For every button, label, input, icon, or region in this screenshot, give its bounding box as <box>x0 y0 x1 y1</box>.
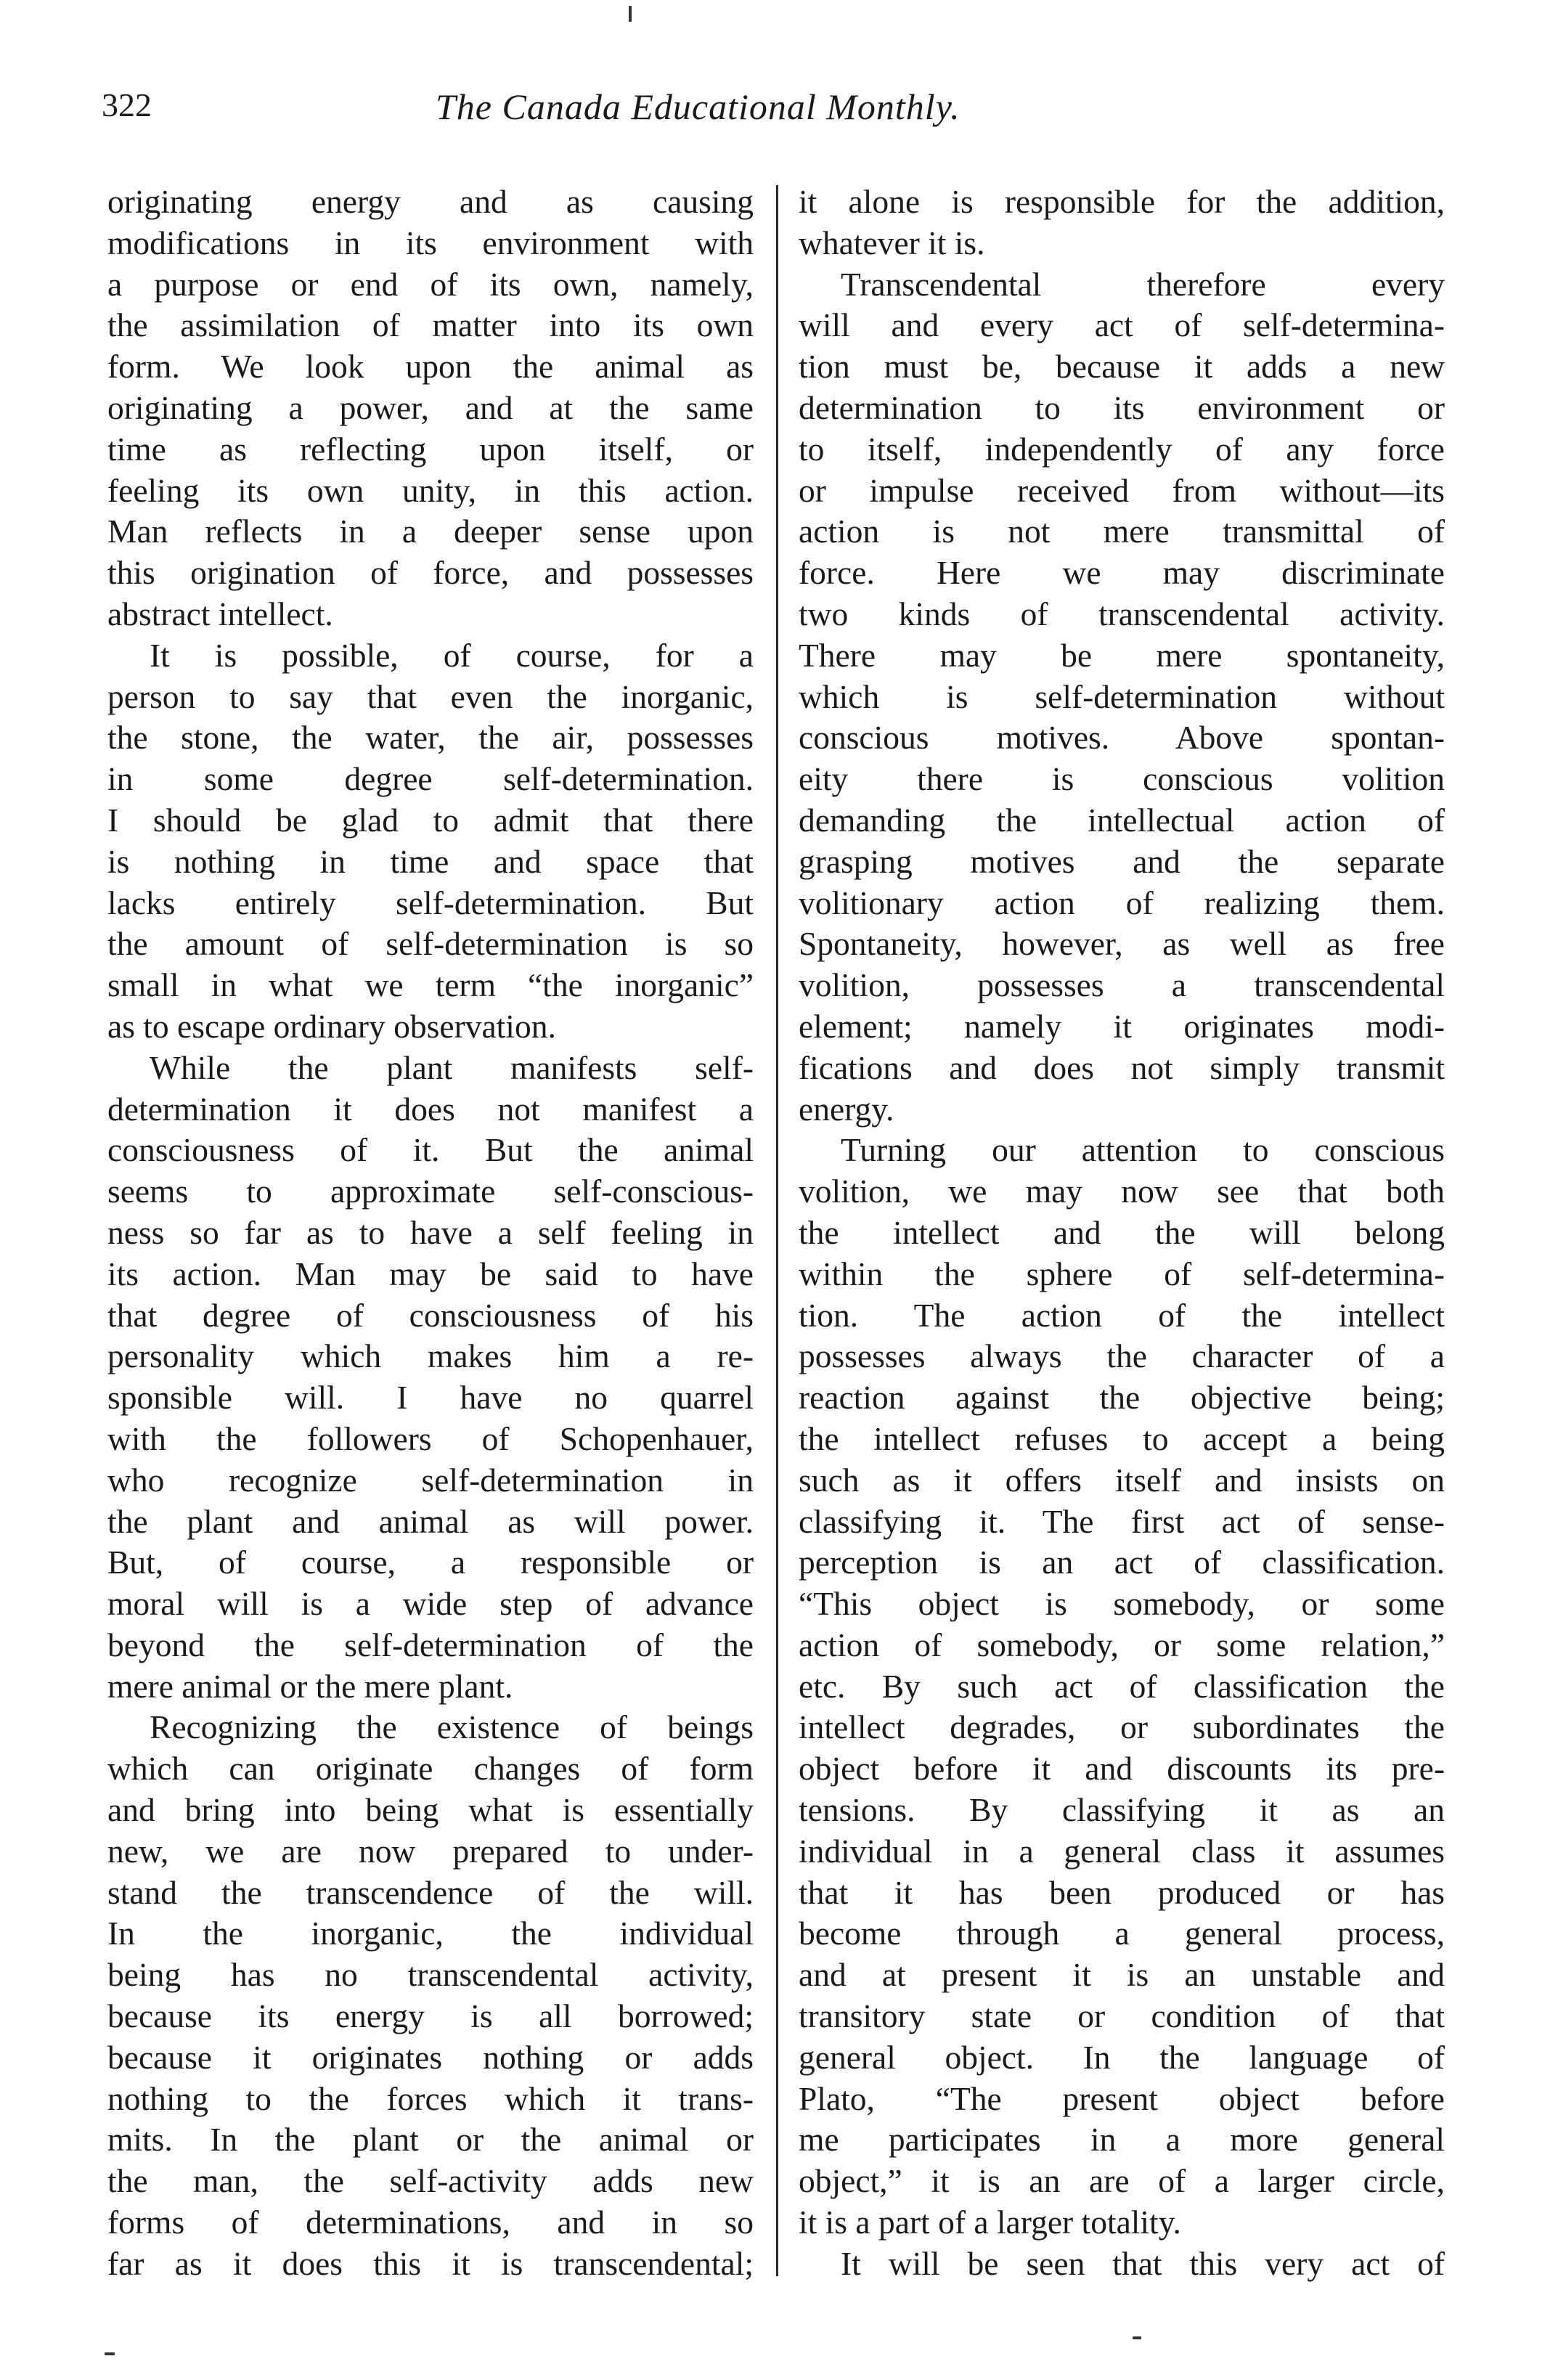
scan-speck <box>629 6 632 22</box>
text-line: general object. In the language of <box>799 2038 1445 2076</box>
column-divider <box>776 185 778 2276</box>
text-line: this origination of force, and possesses <box>107 554 754 592</box>
text-line: two kinds of transcendental activity. <box>799 595 1445 632</box>
text-line: in some degree self-determination. <box>107 760 754 798</box>
text-line: such as it offers itself and insists on <box>799 1461 1445 1499</box>
text-line: classifying it. The first act of sense- <box>799 1502 1445 1540</box>
text-line: volition, we may now see that both <box>799 1173 1445 1210</box>
text-line: which can originate changes of form <box>107 1750 754 1788</box>
page-header <box>102 86 1452 144</box>
text-line: person to say that even the inorganic, <box>107 677 754 715</box>
text-line: Plato, “The present object before <box>799 2079 1445 2117</box>
text-line: or impulse received from without—its <box>799 471 1445 509</box>
text-line: object before it and discounts its pre- <box>799 1750 1445 1788</box>
text-line: Turning our attention to conscious <box>841 1131 1445 1169</box>
text-line: originating energy and as causing <box>107 183 754 220</box>
text-line: new, we are now prepared to under- <box>107 1832 754 1870</box>
text-line: There may be mere spontaneity, <box>799 636 1445 674</box>
text-line: whatever it is. <box>799 224 985 261</box>
text-line: volitionary action of realizing them. <box>799 884 1445 921</box>
text-line: personality which makes him a re- <box>107 1337 754 1375</box>
left-column <box>107 182 754 2285</box>
text-line: me participates in a more general <box>799 2121 1445 2159</box>
text-line: because its energy is all borrowed; <box>107 1997 754 2035</box>
text-line: mere animal or the mere plant. <box>107 1667 513 1705</box>
text-line: element; namely it originates modi- <box>799 1007 1445 1045</box>
text-line: modifications in its environment with <box>107 224 754 261</box>
text-line: because it originates nothing or adds <box>107 2038 754 2076</box>
text-line: abstract intellect. <box>107 595 333 632</box>
text-line: sponsible will. I have no quarrel <box>107 1379 754 1417</box>
text-line: tion must be, because it adds a new <box>799 348 1445 386</box>
text-line: is nothing in time and space that <box>107 842 754 880</box>
text-line: that it has been produced or has <box>799 1873 1445 1911</box>
text-line: energy. <box>799 1090 894 1128</box>
text-line: originating a power, and at the same <box>107 388 754 426</box>
text-line: object,” it is an are of a larger circle, <box>799 2162 1445 2200</box>
text-line: Man reflects in a deeper sense upon <box>107 513 754 550</box>
scan-speck <box>1133 2336 1141 2339</box>
text-line: volition, possesses a transcendental <box>799 966 1445 1004</box>
text-line: tensions. By classifying it as an <box>799 1791 1445 1829</box>
text-line: which is self-determination without <box>799 677 1445 715</box>
text-line: to itself, independently of any force <box>799 430 1445 468</box>
text-line: consciousness of it. But the animal <box>107 1131 754 1169</box>
text-line: While the plant manifests self- <box>150 1048 754 1086</box>
text-line: action is not mere transmittal of <box>799 513 1445 550</box>
text-line: It will be seen that this very act of <box>841 2244 1445 2282</box>
text-line: lacks entirely self-determination. But <box>107 884 754 921</box>
text-line: reaction against the objective being; <box>799 1379 1445 1417</box>
text-line: “This object is somebody, or some <box>799 1585 1445 1623</box>
text-line: far as it does this it is transcendental; <box>107 2244 754 2282</box>
text-line: But, of course, a responsible or <box>107 1544 754 1581</box>
text-line: seems to approximate self-conscious- <box>107 1173 754 1210</box>
text-line: a purpose or end of its own, namely, <box>107 265 754 303</box>
text-line: small in what we term “the inorganic” <box>107 966 754 1004</box>
text-line: the plant and animal as will power. <box>107 1502 754 1540</box>
text-line: I should be glad to admit that there <box>107 801 754 839</box>
text-line: mits. In the plant or the animal or <box>107 2121 754 2159</box>
text-line: the man, the self-activity adds new <box>107 2162 754 2200</box>
text-line: the assimilation of matter into its own <box>107 306 754 344</box>
text-line: It is possible, of course, for a <box>150 636 754 674</box>
text-line: the intellect and the will belong <box>799 1213 1445 1251</box>
text-line: eity there is conscious volition <box>799 760 1445 798</box>
text-line: individual in a general class it assumes <box>799 1832 1445 1870</box>
text-line: the amount of self-determination is so <box>107 925 754 963</box>
text-line: transitory state or condition of that <box>799 1997 1445 2035</box>
text-line: become through a general process, <box>799 1915 1445 1952</box>
text-line: within the sphere of self-determina- <box>799 1255 1445 1292</box>
text-line: grasping motives and the separate <box>799 842 1445 880</box>
text-line: it is a part of a larger totality. <box>799 2204 1181 2241</box>
text-line: time as reflecting upon itself, or <box>107 430 754 468</box>
text-line: form. We look upon the animal as <box>107 348 754 386</box>
text-line: that degree of consciousness of his <box>107 1296 754 1334</box>
text-line: being has no transcendental activity, <box>107 1956 754 1994</box>
text-line: Transcendental therefore every <box>841 265 1445 303</box>
text-line: forms of determinations, and in so <box>107 2204 754 2241</box>
text-line: determination it does not manifest a <box>107 1090 754 1128</box>
right-column <box>799 182 1445 2285</box>
text-line: force. Here we may discriminate <box>799 554 1445 592</box>
text-line: stand the transcendence of the will. <box>107 1873 754 1911</box>
text-line: ness so far as to have a self feeling in <box>107 1213 754 1251</box>
text-line: etc. By such act of classification the <box>799 1667 1445 1705</box>
text-line: Recognizing the existence of beings <box>150 1708 754 1746</box>
text-line: determination to its environment or <box>799 388 1445 426</box>
text-line: demanding the intellectual action of <box>799 801 1445 839</box>
text-line: conscious motives. Above spontan- <box>799 719 1445 757</box>
text-line: will and every act of self-determina- <box>799 306 1445 344</box>
running-title: The Canada Educational Monthly. <box>436 86 961 127</box>
text-line: moral will is a wide step of advance <box>107 1585 754 1623</box>
text-line: with the followers of Schopenhauer, <box>107 1419 754 1457</box>
text-line: as to escape ordinary observation. <box>107 1007 556 1045</box>
text-line: feeling its own unity, in this action. <box>107 471 754 509</box>
scan-speck <box>105 2352 115 2355</box>
text-line: action of somebody, or some relation,” <box>799 1626 1445 1663</box>
text-line: fications and does not simply transmit <box>799 1048 1445 1086</box>
text-line: it alone is responsible for the addition, <box>799 183 1445 220</box>
text-line: Spontaneity, however, as well as free <box>799 925 1445 963</box>
text-line: perception is an act of classification. <box>799 1544 1445 1581</box>
text-line: beyond the self-determination of the <box>107 1626 754 1663</box>
text-line: intellect degrades, or subordinates the <box>799 1708 1445 1746</box>
text-line: tion. The action of the intellect <box>799 1296 1445 1334</box>
text-line: the intellect refuses to accept a being <box>799 1419 1445 1457</box>
page-number: 322 <box>102 86 152 123</box>
text-line: its action. Man may be said to have <box>107 1255 754 1292</box>
text-line: and bring into being what is essentially <box>107 1791 754 1829</box>
text-line: who recognize self-determination in <box>107 1461 754 1499</box>
text-line: possesses always the character of a <box>799 1337 1445 1375</box>
text-line: In the inorganic, the individual <box>107 1915 754 1952</box>
text-line: and at present it is an unstable and <box>799 1956 1445 1994</box>
text-line: nothing to the forces which it trans- <box>107 2079 754 2117</box>
text-line: the stone, the water, the air, possesses <box>107 719 754 757</box>
